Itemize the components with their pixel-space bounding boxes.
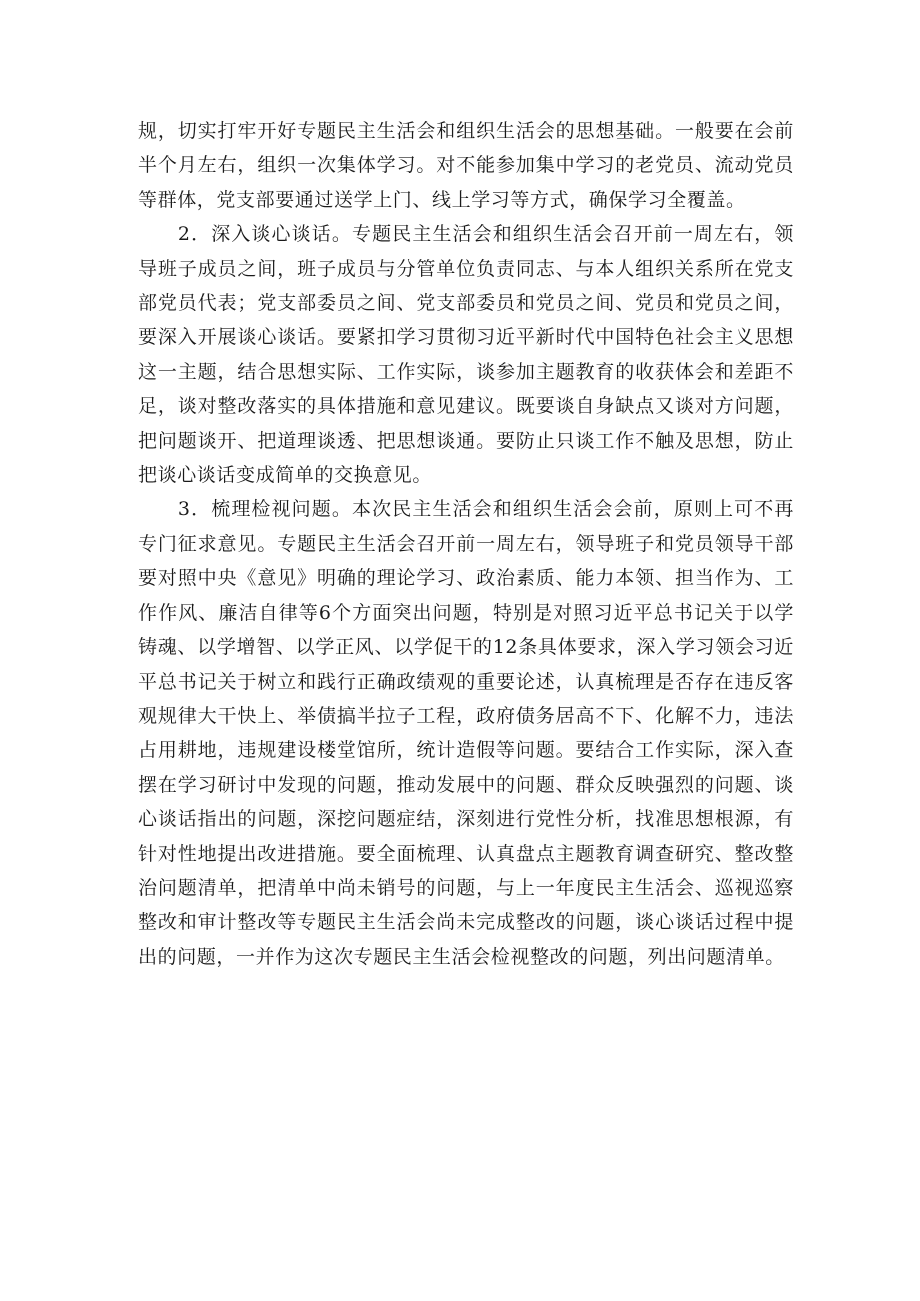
paragraph-heart-to-heart-talks: 2．深入谈心谈话。专题民主生活会和组织生活会召开前一周左右，领导班子成员之间，班子成员与分管单位负责同志、与本人组织关系所在党支部党员代表；党支部委员之间、党支部委员和党员之间、党员和党员之间，要深入开展谈心谈话。要紧扣学习贯彻习近平新时代中国特色社会主义思想这一主题，结合思想实际、工作实际，谈参加主题教育的收获体会和差距不足，谈对整改落实的具体措施和意见建议。既要谈自身缺点又谈对方问题，把问题谈开、把道理谈透、把思想谈通。要防止只谈工作不触及思想，防止把谈心谈话变成简单的交换意见。: [138, 223, 794, 487]
document-body: [138, 114, 794, 974]
paragraph-review-problems: 3．梳理检视问题。本次民主生活会和组织生活会会前，原则上可不再专门征求意见。专题民主生活会召开前一周左右，领导班子和党员领导干部要对照中央《意见》明确的理论学习、政治素质、能力本领、担当作为、工作作风、廉洁自律等6个方面突出问题，特别是对照习近平总书记关于以学铸魂、以学增智、以学正风、以学促干的12条具体要求，深入学习领会习近平总书记关于树立和践行正确政绩观的重要论述，认真梳理是否存在违反客观规律大干快上、举债搞半拉子工程，政府债务居高不下、化解不力，违法占用耕地，违规建设楼堂馆所，统计造假等问题。要结合工作实际，深入查摆在学习研讨中发现的问题，推动发展中的问题、群众反映强烈的问题、谈心谈话指出的问题，深挖问题症结，深刻进行党性分析，找准思想根源，有针对性地提出改进措施。要全面梳理、认真盘点主题教育调查研究、整改整治问题清单，把清单中尚未销号的问题，与上一年度民主生活会、巡视巡察整改和审计整改等专题民主生活会尚未完成整改的问题，谈心谈话过程中提出的问题，一并作为这次专题民主生活会检视整改的问题，列出问题清单。: [138, 498, 794, 968]
paragraph-study-continuation: 规，切实打牢开好专题民主生活会和组织生活会的思想基础。一般要在会前半个月左右，组织一次集体学习。对不能参加集中学习的老党员、流动党员等群体，党支部要通过送学上门、线上学习等方式，确保学习全覆盖。: [138, 120, 794, 211]
